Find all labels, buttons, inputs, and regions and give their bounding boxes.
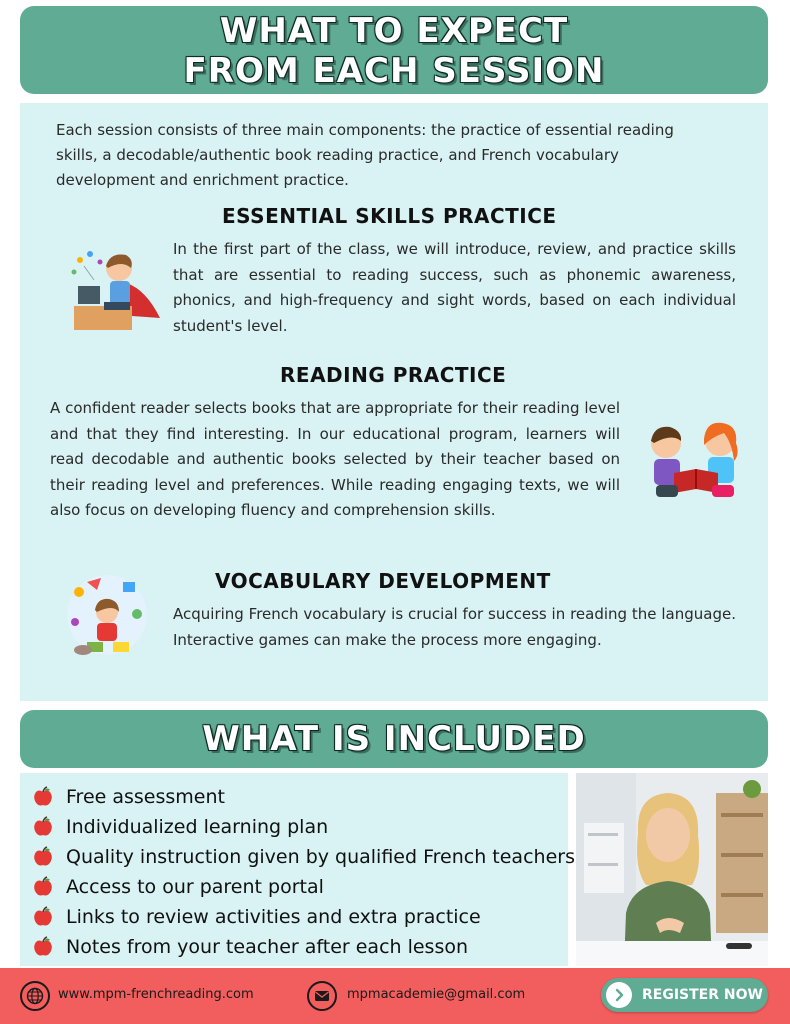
footer-email[interactable]: mpmacademie@gmail.com (347, 987, 526, 1002)
register-now-button[interactable] (601, 978, 768, 1012)
register-now-label: REGISTER NOW (642, 987, 763, 1003)
girl-learning-illustration (57, 570, 157, 660)
kids-reading-illustration (640, 415, 750, 505)
list-item (32, 872, 575, 902)
included-banner (20, 710, 768, 768)
list-item-text: Individualized learning plan (66, 816, 329, 838)
list-item (32, 902, 575, 932)
included-list (32, 782, 575, 962)
list-item-text: Access to our parent portal (66, 876, 324, 898)
list-item (32, 812, 575, 842)
list-item (32, 932, 575, 962)
section-title-vocabulary: VOCABULARY DEVELOPMENT (215, 569, 551, 593)
section-body-essential-skills: In the first part of the class, we will introduce, review, and practice skills that are essential to reading success, such as phonemic awareness, phonics, and high-frequency and sight words, based on each individual student's level. (173, 240, 736, 335)
apple-icon (32, 876, 54, 898)
apple-icon (32, 936, 54, 958)
list-item-text: Free assessment (66, 786, 225, 808)
apple-icon (32, 786, 54, 808)
section-title-reading-practice: READING PRACTICE (280, 363, 507, 387)
page-title-line-1: WHAT TO EXPECT (219, 11, 569, 51)
section-body-reading-practice: A confident reader selects books that are appropriate for their reading level and that they find interesting. In our educational program, learners will read decodable and authentic books selected by their teacher based on their reading level and preferences. While reading engaging texts, we will also focus on developing fluency and comprehension skills. (50, 399, 620, 519)
section-body-vocabulary: Acquiring French vocabulary is crucial for success in reading the language. Interactive games can make the process more engaging. (173, 605, 736, 649)
list-item (32, 842, 575, 872)
header-banner (20, 6, 768, 94)
list-item (32, 782, 575, 812)
apple-icon (32, 816, 54, 838)
list-item-text: Links to review activities and extra practice (66, 906, 481, 928)
list-item-text: Quality instruction given by qualified French teachers (66, 846, 575, 868)
list-item-text: Notes from your teacher after each lesson (66, 936, 469, 958)
chevron-right-icon (606, 982, 632, 1008)
globe-icon (20, 981, 50, 1011)
included-title: WHAT IS INCLUDED (202, 719, 586, 759)
intro-text: Each session consists of three main components: the practice of essential reading skills, a decodable/authentic book reading practice, and French vocabulary development and enrichment practice. (56, 121, 674, 189)
teacher-photo (576, 773, 768, 966)
apple-icon (32, 906, 54, 928)
boy-laptop-illustration (64, 246, 168, 332)
apple-icon (32, 846, 54, 868)
section-title-essential-skills: ESSENTIAL SKILLS PRACTICE (222, 204, 557, 228)
email-icon (307, 981, 337, 1011)
footer-website[interactable]: www.mpm-frenchreading.com (58, 987, 254, 1002)
page-title-line-2: FROM EACH SESSION (183, 51, 605, 91)
